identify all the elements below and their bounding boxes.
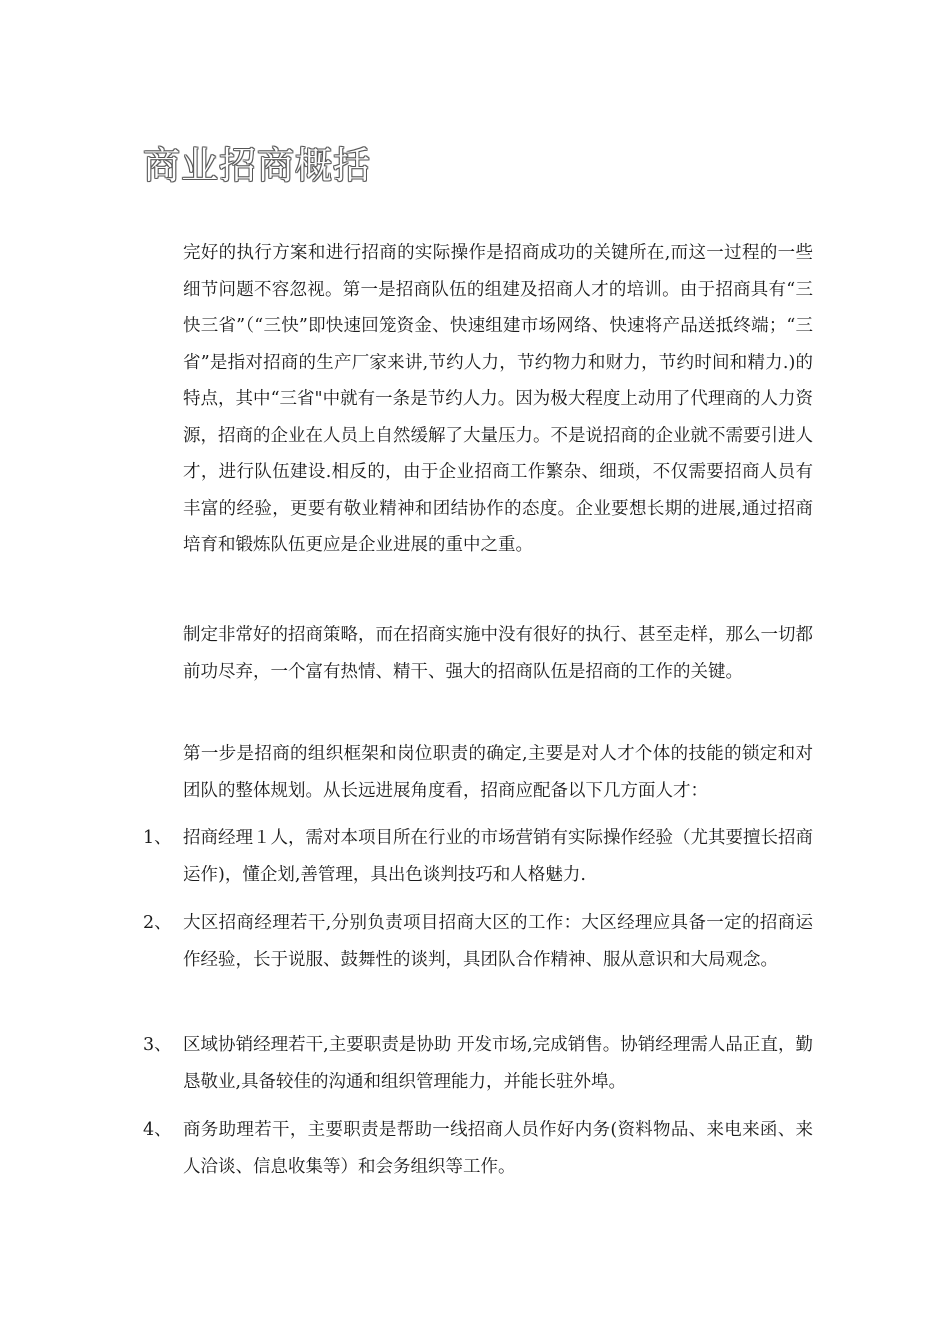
paragraph-org-framework: 第一步是招商的组织框架和岗位职责的确定,主要是对人才个体的技能的锁定和对团队的整体规划。从长远进展角度看，招商应配备以下几方面人才：: [183, 744, 813, 801]
paragraph-strategy-execution: 制定非常好的招商策略，而在招商实施中没有很好的执行、甚至走样，那么一切都前功尽弃，一个富有热情、精干、强大的招商队伍是招商的工作的关键。: [183, 625, 813, 682]
list-item-number: 2、: [143, 913, 172, 933]
page-title: 商业招商概括: [143, 144, 371, 187]
list-item-number: 1、: [143, 828, 172, 848]
paragraph-team-building: 完好的执行方案和进行招商的实际操作是招商成功的关键所在,而这一过程的一些细节问题不容忽视。第一是招商队伍的组建及招商人才的培训。由于招商具有“三快三省”（“三快”即快速回笼资金、快速组建市场网络、快速将产品送抵终端；“三省”是指对招商的生产厂家来讲,节约人力，节约物力和财力，节约时间和精力.)的特点，其中“三省"中就有一条是节约人力。因为极大程度上动用了代理商的人力资源，招商的企业在人员上自然缓解了大量压力。不是说招商的企业就不需要引进人才，进行队伍建设.相反的，由于企业招商工作繁杂、细琐，不仅需要招商人员有丰富的经验，更要有敬业精神和团结协作的态度。企业要想长期的进展,通过招商培育和锻炼队伍更应是企业进展的重中之重。: [183, 243, 813, 555]
list-item-text: 商务助理若干，主要职责是帮助一线招商人员作好内务(资料物品、来电来函、来人洽谈、信息收集等）和会务组织等工作。: [183, 1120, 813, 1177]
list-item-number: 3、: [143, 1035, 172, 1055]
list-item-number: 4、: [143, 1120, 172, 1140]
list-item-text: 大区招商经理若干,分别负责项目招商大区的工作：大区经理应具备一定的招商运作经验，长于说服、鼓舞性的谈判，具团队合作精神、服从意识和大局观念。: [183, 913, 813, 970]
list-item-text: 区域协销经理若干,主要职责是协助 开发市场,完成销售。协销经理需人品正直，勤恳敬业,具备较佳的沟通和组织管理能力，并能长驻外埠。: [183, 1035, 813, 1092]
list-item-text: 招商经理１人，需对本项目所在行业的市场营销有实际操作经验（尤其要擅长招商运作)，懂企划,善管理，具出色谈判技巧和人格魅力.: [183, 828, 813, 885]
